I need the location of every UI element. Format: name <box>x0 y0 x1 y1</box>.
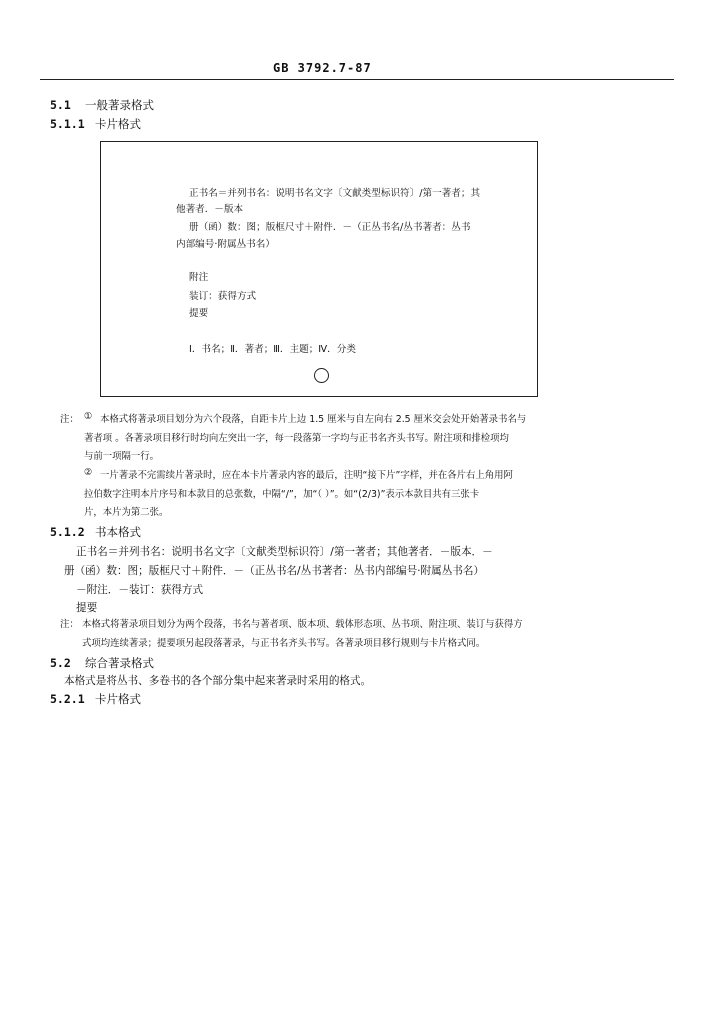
note-1-line-3: 与前一项隔一行。 <box>84 451 160 462</box>
note-2-marker: ② <box>84 467 93 478</box>
standard-code: GB 3792.7-87 <box>273 61 372 75</box>
card-line-1: 正书名＝并列书名：说明书名文字〔文献类型标识符〕/第一著者；其 <box>189 188 481 199</box>
note-line-1: 本格式将著录项目划分为两个段落，书名与著者项、版本项、载体形态项、丛书项、附注项、装订与获得方 <box>82 619 523 630</box>
section-title: 书本格式 <box>95 525 141 539</box>
section-5-2-text: 本格式是将丛书、多卷书的各个部分集中起来著录时采用的格式。 <box>64 675 372 687</box>
card-line-2: 他著者．－版本 <box>176 204 244 215</box>
book-line-2: 册（函）数：图；版框尺寸＋附件．－（正丛书名/丛书著者：丛书内部编号·附属丛书名） <box>64 565 485 577</box>
note-2-line-1: 一片著录不完需续片著录时，应在本卡片著录内容的最后，注明“接下片”字样，并在各片右上角用阿 <box>100 470 513 481</box>
section-title: 综合著录格式 <box>85 656 154 670</box>
note-2-line-2: 拉伯数字注明本片序号和本款目的总张数，中隔“/”，加“（ ）”。如“(2/3)”表示本款目共有三张卡 <box>84 489 480 500</box>
circle-hole-icon <box>314 368 329 383</box>
book-line-3: －附注．－装订：获得方式 <box>76 584 204 596</box>
section-number: 5.2 <box>50 656 71 670</box>
section-number: 5.1.1 <box>50 117 85 131</box>
section-number: 5.1 <box>50 98 71 112</box>
card-line-4: 内部编号·附属丛书名） <box>176 239 275 250</box>
section-title: 卡片格式 <box>95 117 141 131</box>
section-5-1-1-heading <box>50 116 141 132</box>
note-prefix: 注： <box>60 414 79 425</box>
catalog-card <box>100 141 538 397</box>
note-1-line-2: 著者项 。各著录项目移行时均向左突出一字，每一段落第一字均与正书名齐头书写。附注项和排检项均 <box>84 433 509 444</box>
card-line-5: 附注 <box>189 272 209 283</box>
section-number: 5.2.1 <box>50 692 85 706</box>
section-number: 5.1.2 <box>50 525 85 539</box>
card-line-8: Ⅰ．书名；Ⅱ．著者；Ⅲ．主题；Ⅳ．分类 <box>189 344 356 355</box>
section-5-2-1-heading <box>50 691 141 707</box>
note-prefix: 注： <box>60 619 79 630</box>
card-line-7: 提要 <box>189 308 209 319</box>
card-line-3: 册（函）数：图；版框尺寸＋附件．－（正丛书名/丛书著者：丛书 <box>189 222 471 233</box>
section-5-2-heading <box>50 655 154 671</box>
card-line-6: 装订：获得方式 <box>189 291 257 302</box>
section-5-1-heading <box>50 97 154 113</box>
section-title: 卡片格式 <box>95 692 141 706</box>
note-2-line-3: 片，本片为第二张。 <box>84 507 169 518</box>
header-rule <box>40 79 674 80</box>
note-1-marker: ① <box>84 411 93 422</box>
section-title: 一般著录格式 <box>85 98 154 112</box>
section-5-1-2-heading <box>50 524 141 540</box>
book-line-1: 正书名＝并列书名：说明书名文字〔文献类型标识符〕/第一著者；其他著者．－版本．－ <box>76 546 493 558</box>
book-line-4: 提要 <box>76 602 98 614</box>
note-line-2: 式项均连续著录；提要项另起段落著录，与正书名齐头书写。各著录项目移行规则与卡片格式同。 <box>82 638 486 649</box>
note-1-line-1: 本格式将著录项目划分为六个段落，自距卡片上边 1.5 厘米与自左向右 2.5 厘米交会处开始著录书名与 <box>100 414 527 425</box>
